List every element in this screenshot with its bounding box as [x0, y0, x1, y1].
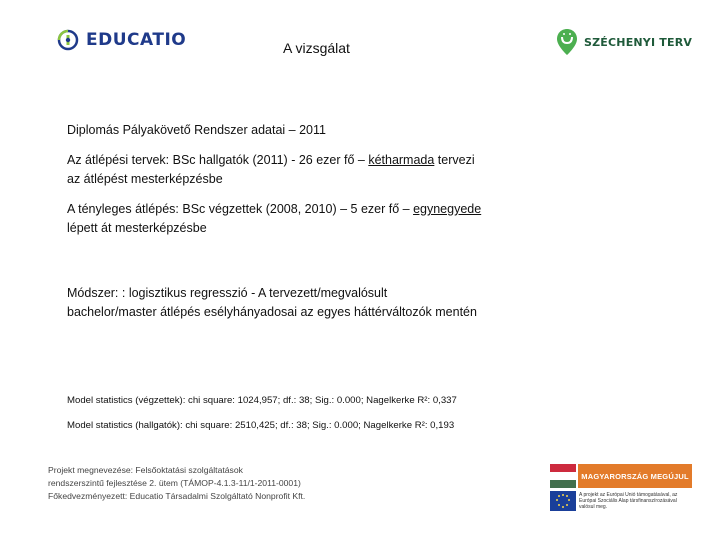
model-stats-graduates: Model statistics (végzettek): chi square: 1024,957; df.: 38; Sig.: 0.000; Nagelkerke R²: 0,337 — [67, 395, 457, 406]
footer-line2: rendszerszintű fejlesztése 2. ütem (TÁMOP-4.1.3-11/1-2011-0001) — [48, 478, 301, 488]
educatio-logo — [56, 28, 186, 52]
p2-line2: lépett át mesterképzésbe — [67, 221, 207, 235]
szechenyi-wordmark: SZÉCHENYI TERV — [584, 35, 693, 49]
eu-flag-icon — [550, 491, 576, 511]
paragraph-planned-transition — [67, 151, 567, 189]
heading-dpr-2011: Diplomás Pályakövető Rendszer adatai – 2011 — [67, 123, 326, 137]
eu-funding-badge — [550, 491, 691, 511]
eu-funding-text: A projekt az Európai Unió támogatásával, az Európai Szociális Alap társfinanszírozásával valósul meg. — [579, 492, 678, 510]
magyarorszag-megujul-badge — [550, 464, 692, 488]
magyarorszag-megujul-label: MAGYARORSZÁG MEGÚJUL — [578, 464, 692, 488]
page-title: A vizsgálat — [283, 40, 350, 56]
p1-underlined: kétharmada — [368, 153, 435, 167]
project-footer — [48, 464, 305, 503]
educatio-emblem-icon — [56, 28, 80, 52]
model-stats-students: Model statistics (hallgatók): chi square: 2510,425; df.: 38; Sig.: 0.000; Nagelkerke R²: 0,193 — [67, 420, 455, 431]
footer-line3: Főkedvezményezett: Educatio Társadalmi Szolgáltató Nonprofit Kft. — [48, 491, 306, 501]
p2-underlined: egynegyede — [413, 202, 482, 216]
szechenyi-terv-logo — [556, 28, 692, 56]
educatio-wordmark: EDUCATIO — [86, 30, 187, 50]
p2-text-a: A tényleges átlépés: BSc végzettek (2008, 2010) – 5 ezer fő – — [67, 202, 414, 216]
p1-line2: az átlépést mesterképzésbe — [67, 172, 223, 186]
method-line1: Módszer: : logisztikus regresszió - A tervezett/megvalósult — [67, 286, 388, 300]
p1-text-a: Az átlépési tervek: BSc hallgatók (2011) - 26 ezer fő – — [67, 153, 369, 167]
szechenyi-pin-icon — [556, 28, 578, 56]
hungarian-flag-icon — [550, 464, 576, 488]
footer-line1: Projekt megnevezése: Felsőoktatási szolgáltatások — [48, 465, 243, 475]
p1-text-b: tervezi — [434, 153, 475, 167]
method-line2: bachelor/master átlépés esélyhányadosai az egyes háttérváltozók mentén — [67, 305, 477, 319]
paragraph-actual-transition — [67, 200, 567, 238]
paragraph-method — [67, 284, 587, 322]
